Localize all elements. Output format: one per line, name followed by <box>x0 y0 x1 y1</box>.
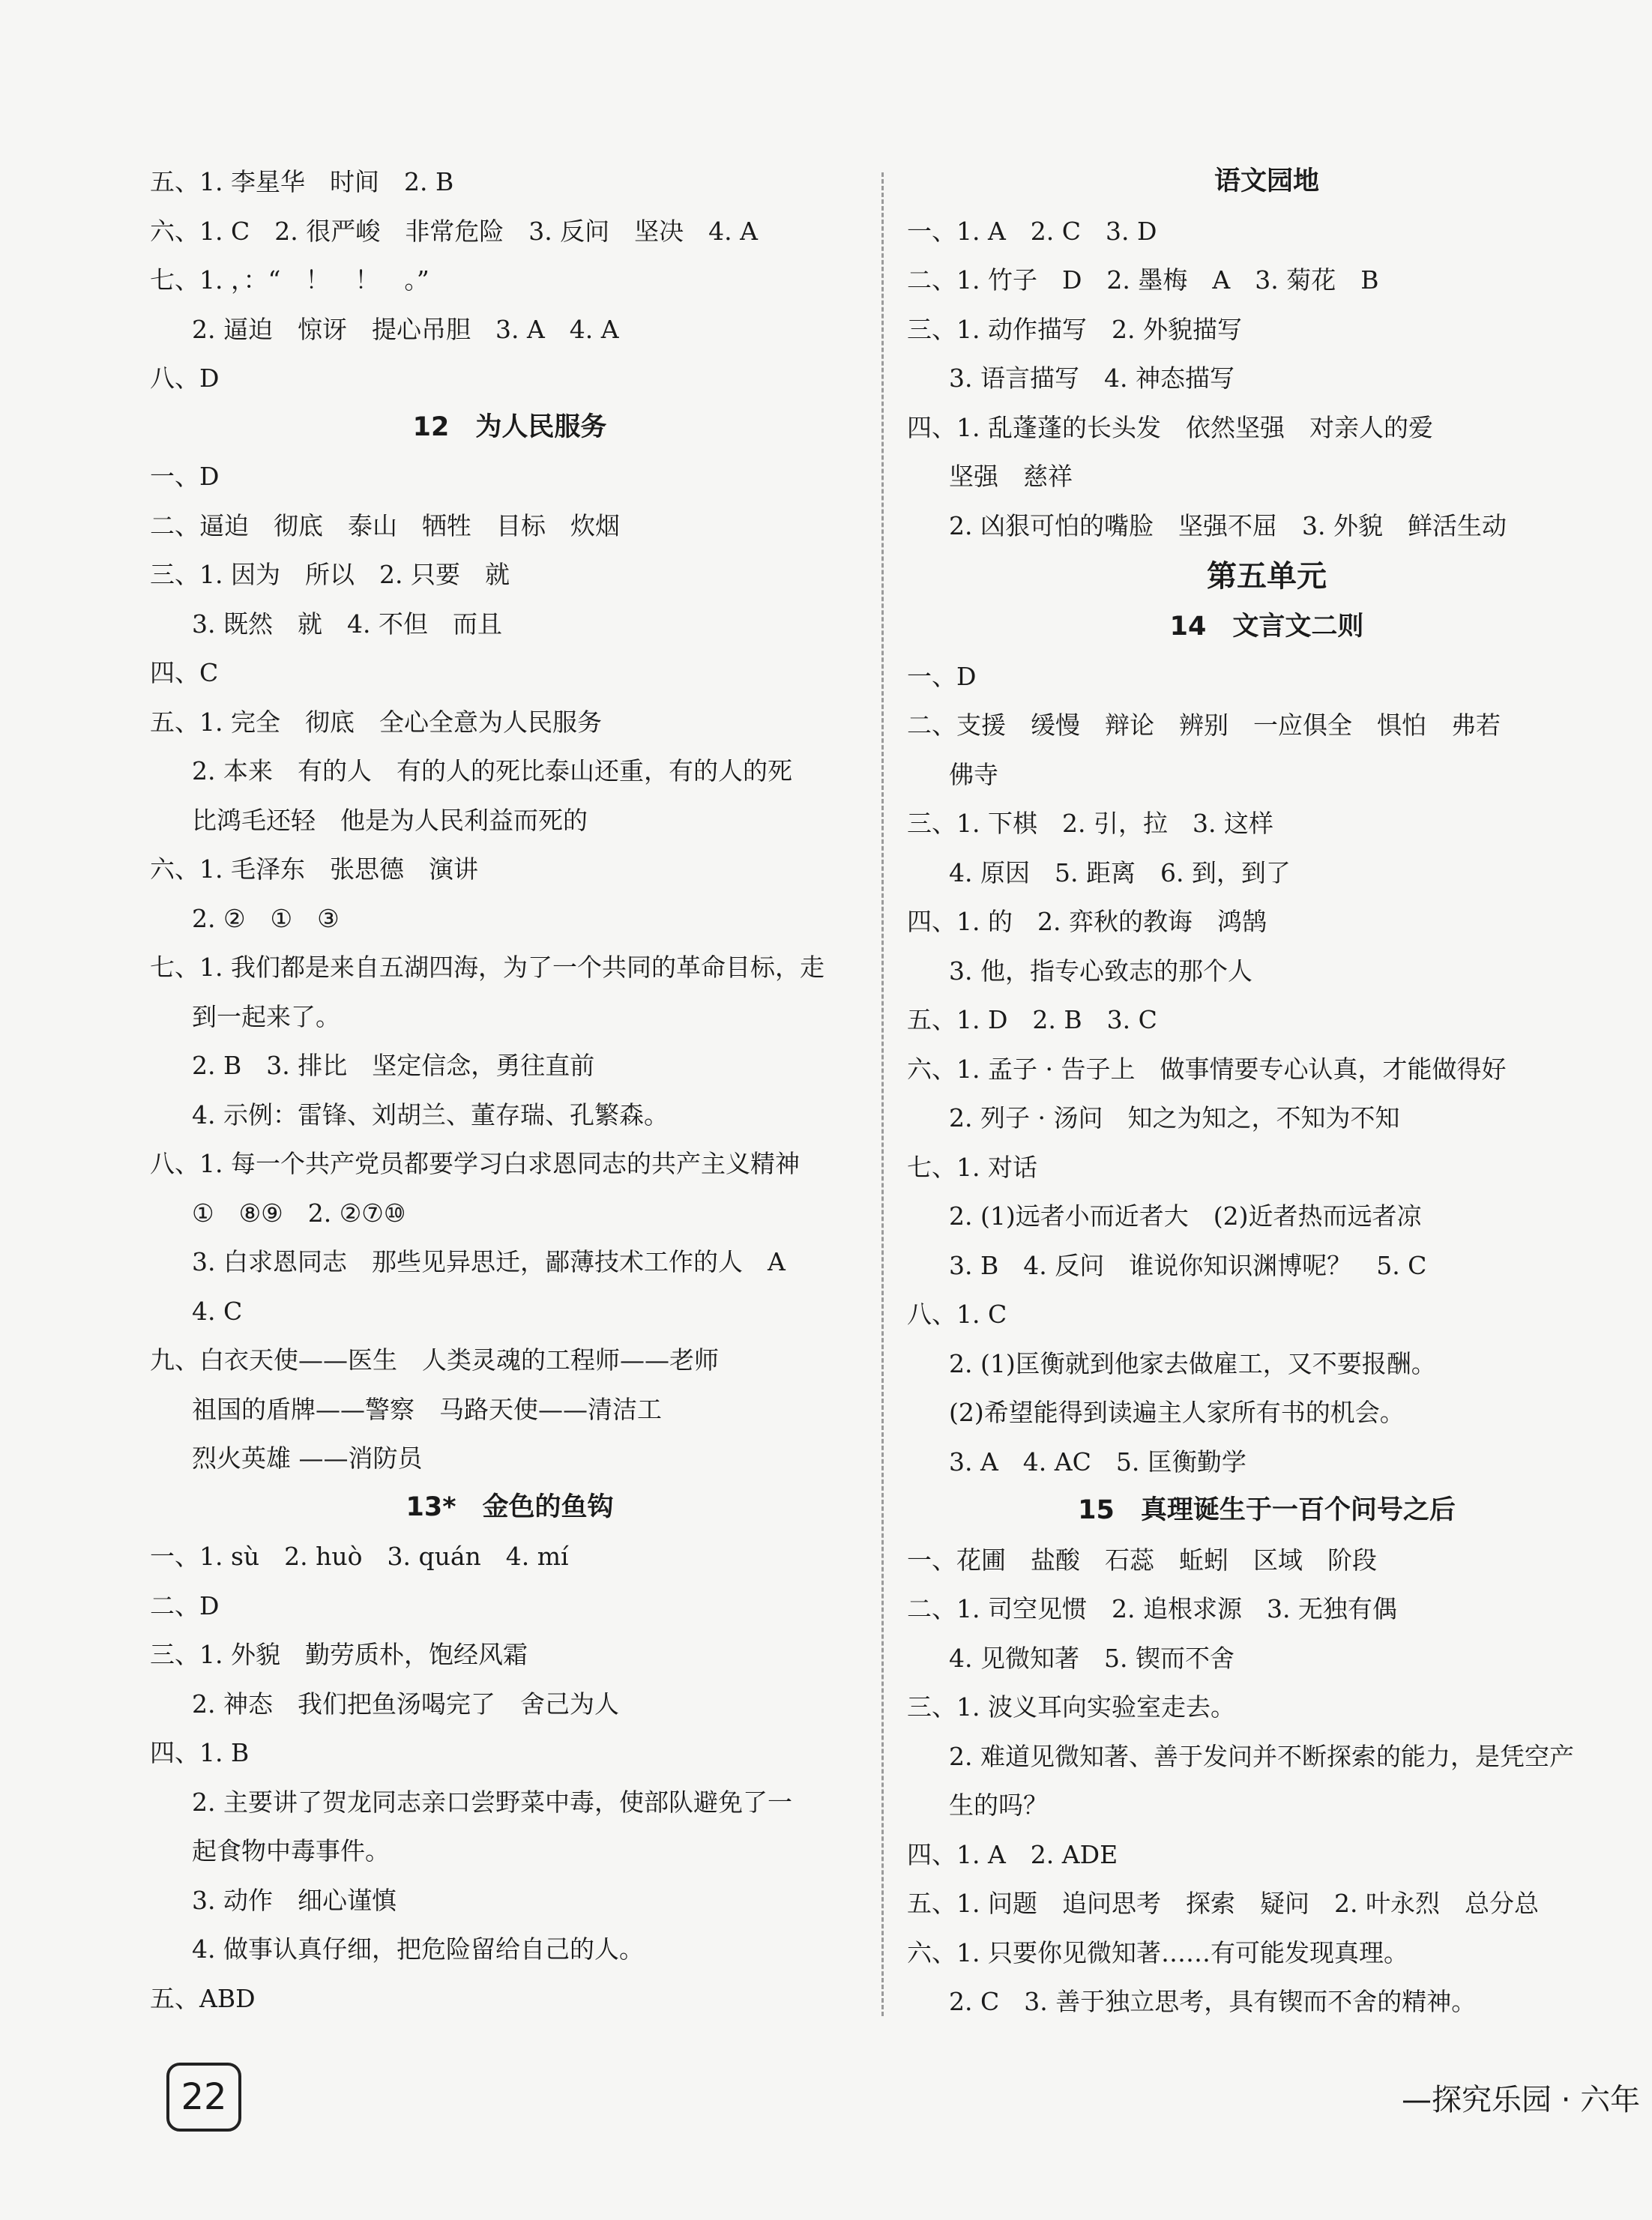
answer-line: 六、1. C 2. 很严峻 非常危险 3. 反问 坚决 4. A <box>150 216 758 246</box>
answer-line: 二、逼迫 彻底 泰山 牺牲 目标 炊烟 <box>150 510 620 540</box>
answer-line: 2. ② ① ③ <box>192 903 340 933</box>
answer-line: 三、1. 动作描写 2. 外貌描写 <box>907 314 1242 344</box>
answer-line: 4. 示例：雷锋、刘胡兰、董存瑞、孔繁森。 <box>192 1100 669 1129</box>
answer-line: 五、1. 完全 彻底 全心全意为人民服务 <box>150 707 602 737</box>
answer-line: 五、1. D 2. B 3. C <box>907 1005 1157 1034</box>
answer-line: 三、1. 波义耳向实验室走去。 <box>907 1692 1235 1722</box>
answer-line: 八、1. C <box>907 1300 1007 1329</box>
column-divider <box>881 172 884 2016</box>
answer-line: 2. 凶狠可怕的嘴脸 坚强不屈 3. 外貌 鲜活生动 <box>949 510 1507 540</box>
section-heading: 第五单元 <box>1207 559 1327 594</box>
answer-line: 2. 列子 · 汤问 知之为知之，不知为不知 <box>949 1103 1400 1132</box>
answer-line: 一、D <box>150 462 220 491</box>
answer-line: 3. 既然 就 4. 不但 而且 <box>192 609 502 639</box>
answer-line: 2. 逼迫 惊讶 提心吊胆 3. A 4. A <box>192 314 619 344</box>
answer-line: 2. 本来 有的人 有的人的死比泰山还重，有的人的死 <box>192 756 792 785</box>
answer-line: 四、1. A 2. ADE <box>907 1839 1118 1869</box>
answer-line: 4. 原因 5. 距离 6. 到，到了 <box>949 857 1291 887</box>
answer-line: 三、1. 下棋 2. 引，拉 3. 这样 <box>907 809 1273 838</box>
footer-series-title: —探究乐园 · 六年 <box>1402 2083 1641 2117</box>
section-heading: 12 为人民服务 <box>412 411 607 442</box>
answer-line: 六、1. 孟子 · 告子上 做事情要专心认真，才能做得好 <box>907 1054 1507 1084</box>
answer-line: 4. 做事认真仔细，把危险留给自己的人。 <box>192 1934 644 1964</box>
section-heading: 13* 金色的鱼钩 <box>406 1491 614 1522</box>
answer-line: 起食物中毒事件。 <box>192 1836 390 1865</box>
answer-line: 七、1. 我们都是来自五湖四海，为了一个共同的革命目标，走 <box>150 953 825 982</box>
answer-line: 3. B 4. 反问 谁说你知识渊博呢？ 5. C <box>949 1250 1427 1280</box>
answer-line: 烈火英雄 ——消防员 <box>192 1444 423 1473</box>
answer-line: 三、1. 外貌 勤劳质朴，饱经风霜 <box>150 1640 528 1669</box>
answer-line: 3. 白求恩同志 那些见异思迁，鄙薄技术工作的人 A <box>192 1247 786 1276</box>
section-heading: 15 真理诞生于一百个问号之后 <box>1078 1495 1456 1525</box>
answer-line: 九、白衣天使——医生 人类灵魂的工程师——老师 <box>150 1345 719 1375</box>
answer-line: 一、1. A 2. C 3. D <box>907 216 1157 246</box>
answer-line: 一、1. sù 2. huò 3. quán 4. mí <box>150 1542 569 1571</box>
answer-line: 2. (1)匡衡就到他家去做雇工，又不要报酬。 <box>949 1348 1436 1378</box>
answer-line: 五、1. 问题 追问思考 探索 疑问 2. 叶永烈 总分总 <box>907 1889 1539 1918</box>
answer-line: ① ⑧⑨ 2. ②⑦⑩ <box>192 1198 406 1228</box>
answer-line: 4. C <box>192 1296 243 1326</box>
answer-line: 四、1. 乱蓬蓬的长头发 依然坚强 对亲人的爱 <box>907 412 1433 442</box>
answer-line: 一、D <box>907 661 977 691</box>
answer-line: 四、C <box>150 658 219 687</box>
answer-line: 3. 他，指专心致志的那个人 <box>949 956 1252 986</box>
answer-line: 七、1. ，：“ ！ ！ 。” <box>150 265 429 295</box>
section-heading: 语文园地 <box>1214 166 1319 196</box>
answer-line: 2. C 3. 善于独立思考，具有锲而不舍的精神。 <box>949 1987 1477 2016</box>
answer-line: 坚强 慈祥 <box>949 462 1073 491</box>
answer-line: 2. B 3. 排比 坚定信念，勇往直前 <box>192 1051 595 1080</box>
answer-line: 二、1. 竹子 D 2. 墨梅 A 3. 菊花 B <box>907 265 1379 295</box>
answer-line: 三、1. 因为 所以 2. 只要 就 <box>150 560 510 589</box>
left-column <box>150 157 869 2023</box>
answer-line: 五、1. 李星华 时间 2. B <box>150 167 454 196</box>
answer-line: (2)希望能得到读遍主人家所有书的机会。 <box>949 1398 1405 1427</box>
answer-line: 二、1. 司空见惯 2. 追根求源 3. 无独有偶 <box>907 1594 1397 1623</box>
answer-line: 3. 动作 细心谨慎 <box>192 1885 397 1915</box>
answer-line: 到一起来了。 <box>192 1001 340 1031</box>
answer-line: 3. A 4. AC 5. 匡衡勤学 <box>949 1447 1246 1477</box>
answer-line: 2. 难道见微知著、善于发问并不断探索的能力，是凭空产 <box>949 1741 1574 1771</box>
answer-line: 佛寺 <box>949 759 998 789</box>
answer-line: 二、支援 缓慢 辩论 辨别 一应俱全 惧怕 弗若 <box>907 711 1501 740</box>
answer-line: 六、1. 毛泽东 张思德 演讲 <box>150 854 478 884</box>
answer-line: 3. 语言描写 4. 神态描写 <box>949 364 1235 393</box>
answer-line: 生的吗？ <box>949 1791 1048 1820</box>
answer-line: 五、ABD <box>150 1983 256 2013</box>
section-heading: 14 文言文二则 <box>1169 612 1364 642</box>
answer-line: 4. 见微知著 5. 锲而不舍 <box>949 1643 1235 1673</box>
answer-line: 四、1. B <box>150 1738 250 1767</box>
answer-line: 四、1. 的 2. 弈秋的教诲 鸿鹄 <box>907 907 1267 936</box>
answer-line: 一、花圃 盐酸 石蕊 蚯蚓 区域 阶段 <box>907 1545 1377 1575</box>
answer-line: 八、D <box>150 364 220 393</box>
answer-line: 2. (1)远者小而近者大 (2)近者热而远者凉 <box>949 1201 1422 1231</box>
page-number: 22 <box>166 2063 241 2132</box>
answer-line: 七、1. 对话 <box>907 1152 1037 1182</box>
answer-line: 比鸿毛还轻 他是为人民利益而死的 <box>192 805 588 835</box>
answer-line: 八、1. 每一个共产党员都要学习白求恩同志的共产主义精神 <box>150 1149 800 1178</box>
answer-line: 二、D <box>150 1590 220 1620</box>
right-column <box>907 157 1627 2027</box>
answer-line: 2. 神态 我们把鱼汤喝完了 舍己为人 <box>192 1689 619 1719</box>
answer-line: 祖国的盾牌——警察 马路天使——清洁工 <box>192 1394 662 1424</box>
answer-line: 六、1. 只要你见微知著……有可能发现真理。 <box>907 1937 1408 1967</box>
answer-line: 2. 主要讲了贺龙同志亲口尝野菜中毒，使部队避免了一 <box>192 1787 792 1817</box>
